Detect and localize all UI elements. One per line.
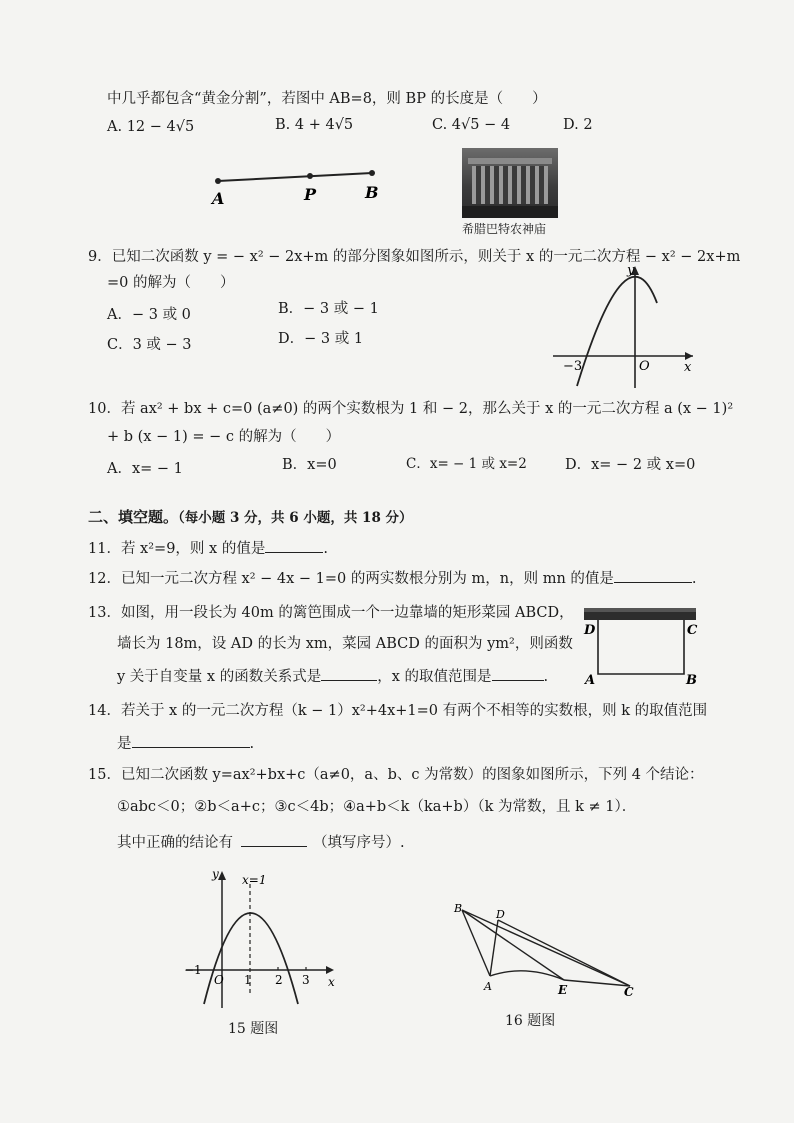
q9-option-d: D．− 3 或 1 — [278, 331, 364, 347]
q10-option-b: B．x=0 — [282, 457, 337, 473]
q13-text-line3b: ，x 的取值范围是 — [377, 669, 492, 685]
q15-tick-2: 2 — [275, 973, 283, 987]
q13-text-line3a: y 关于自变量 x 的函数关系式是 — [117, 669, 322, 685]
q14-end: . — [249, 736, 255, 752]
q10-text-line2: + b (x − 1) = − c 的解为（ ） — [107, 429, 341, 445]
q10-text-line1: 10．若 ax² + bx + c=0 (a≠0) 的两个实数根为 1 和 − 2，那么关于 x 的一元二次方程 a (x − 1)² — [88, 401, 734, 417]
q13-text-line1: 13．如图，用一段长为 40m 的篱笆围成一个一边靠墙的矩形菜园 ABCD， — [88, 605, 574, 621]
q16-figure-caption: 16 题图 — [505, 1013, 556, 1029]
q13-point-b: B — [686, 673, 697, 686]
q15-parabola-figure — [180, 862, 345, 1010]
q9-x-axis-label: x — [684, 360, 692, 375]
q12-answer-blank[interactable] — [614, 570, 692, 583]
q13-text-line3c: . — [543, 669, 549, 685]
q15-line3 — [117, 834, 405, 851]
q14-text-line1: 14．若关于 x 的一元二次方程（k − 1）x²+4x+1=0 有两个不相等的实数根，则 k 的取值范围 — [88, 703, 708, 719]
q8-option-c: C. 4√5 − 4 — [432, 117, 511, 133]
q15-x-axis-label: x — [328, 975, 335, 989]
point-p-label: P — [304, 185, 317, 204]
q13-line3 — [117, 668, 548, 685]
q9-option-a: A．− 3 或 0 — [107, 307, 191, 323]
q16-point-a: A — [484, 980, 492, 993]
q8-text: 中几乎都包含“黄金分割”，若图中 AB=8，则 BP 的长度是（ ） — [107, 91, 547, 107]
q9-option-c: C．3 或 − 3 — [107, 337, 192, 353]
q16-point-e: E — [558, 983, 568, 997]
parthenon-photo — [462, 148, 558, 218]
q16-point-b: B — [454, 902, 463, 915]
q8-option-a: A. 12 − 4√5 — [107, 119, 195, 135]
q9-origin-label: O — [639, 359, 650, 374]
q9-y-axis-label: y — [627, 263, 635, 278]
q10-option-a: A．x= − 1 — [107, 461, 183, 477]
q9-parabola-figure — [545, 258, 705, 390]
q9-text-line1: 9．已知二次函数 y = − x² − 2x+m 的部分图象如图所示，则关于 x 的一元二次方程 − x² − 2x+m — [88, 249, 741, 265]
q9-option-b: B．− 3 或 − 1 — [278, 301, 379, 317]
q15-tick-neg1: −1 — [184, 963, 202, 977]
q14-answer-blank[interactable] — [132, 735, 250, 748]
q11 — [88, 540, 328, 557]
point-b-label: B — [365, 183, 379, 202]
q16-triangle-figure — [450, 898, 650, 1002]
q15-text-line3b: （填写序号）. — [313, 835, 405, 851]
q15-y-axis-label: y — [212, 867, 219, 881]
q12 — [88, 570, 697, 587]
q11-text: 11．若 x²=9，则 x 的值是 — [88, 541, 266, 557]
q15-answer-blank[interactable] — [241, 834, 307, 847]
q9-text-line2: =0 的解为（ ） — [107, 275, 235, 291]
section-2-title: 二、填空题。 — [88, 508, 179, 526]
q15-tick-1: 1 — [244, 973, 252, 987]
q13-text-line2: 墙长为 18m，设 AD 的长为 xm，菜园 ABCD 的面积为 ym²，则函数 — [117, 636, 573, 652]
q12-end: . — [691, 571, 697, 587]
q8-option-b: B. 4 + 4√5 — [275, 117, 354, 133]
q11-end: . — [323, 541, 328, 557]
q13-range-blank[interactable] — [492, 668, 544, 681]
q10-option-d: D．x= − 2 或 x=0 — [565, 457, 696, 473]
section-2-header — [88, 510, 413, 526]
q15-text-line1: 15．已知二次函数 y=ax²+bx+c（a≠0，a、b、c 为常数）的图象如图所示，下列 4 个结论： — [88, 767, 704, 783]
q15-tick-3: 3 — [302, 973, 310, 987]
q13-garden-figure — [578, 600, 702, 686]
q11-answer-blank[interactable] — [265, 540, 323, 553]
q15-figure-caption: 15 题图 — [228, 1021, 279, 1037]
q15-text-line2: ①abc＜0；②b＜a+c；③c＜4b；④a+b＜k（ka+b）（k 为常数，且 k ≠ 1）． — [117, 799, 637, 815]
q10-option-c: C．x= − 1 或 x=2 — [406, 456, 527, 472]
q8-option-d: D. 2 — [563, 117, 593, 133]
point-a-label: A — [212, 189, 225, 208]
q13-point-d: D — [584, 623, 596, 638]
section-2-note: （每小题 3 分，共 6 小题，共 18 分） — [178, 510, 413, 526]
q8-segment-figure — [200, 160, 390, 210]
parthenon-caption: 希腊巴特农神庙 — [462, 222, 547, 236]
q9-root-label: −3 — [563, 359, 583, 374]
q16-point-c: C — [624, 985, 634, 999]
q14-line2 — [117, 735, 254, 752]
q13-point-c: C — [687, 623, 698, 638]
q15-text-line3a: 其中正确的结论有 — [117, 835, 233, 851]
q15-axis-of-symmetry-label: x=1 — [242, 873, 267, 887]
q15-origin-label: O — [214, 973, 224, 987]
q12-text: 12．已知一元二次方程 x² − 4x − 1=0 的两实数根分别为 m，n，则 mn 的值是 — [88, 571, 614, 587]
q14-text-line2: 是 — [117, 736, 132, 752]
q13-function-blank[interactable] — [321, 668, 377, 681]
q16-point-d: D — [496, 908, 505, 921]
q13-point-a: A — [585, 673, 596, 686]
